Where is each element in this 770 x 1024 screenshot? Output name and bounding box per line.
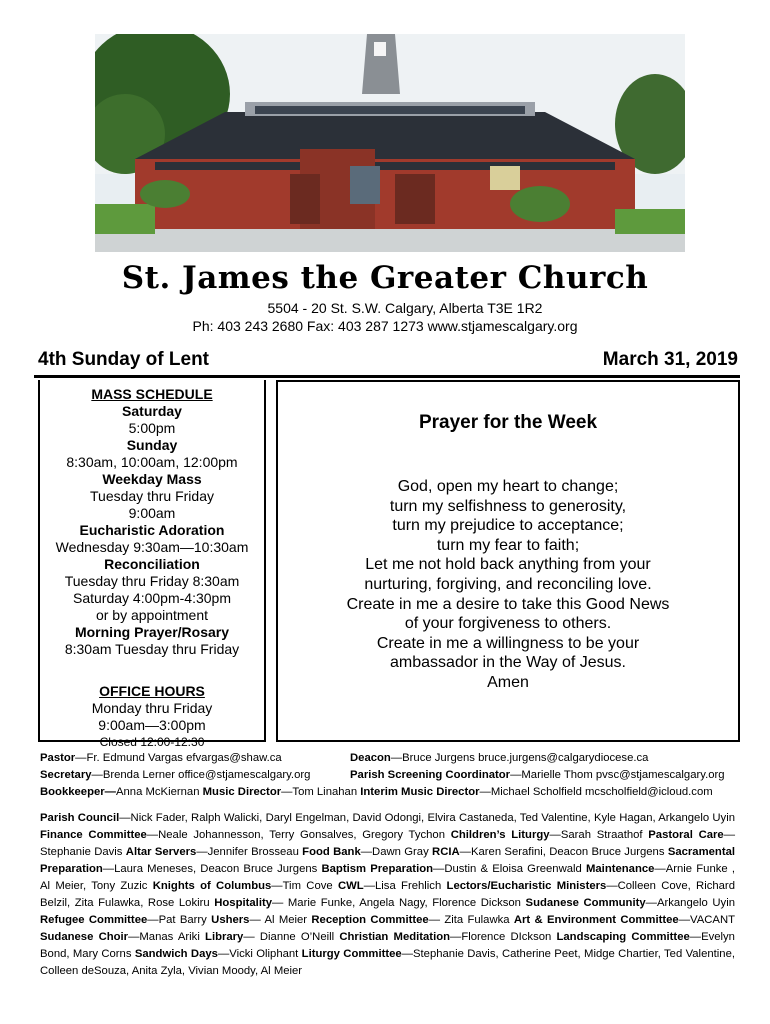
mass-schedule-panel [38,380,266,749]
ministry-members: —Nick Fader, Ralph Walicki, Daryl Engelman, David Odongi, Elvira Castaneda, Ted Valentine, Kyle Hagan, Arkangelo Uyin [119,812,735,824]
prayer-text [278,477,738,693]
ministry-label: Reception Committee [311,914,429,926]
prayer-line: nurturing, forgiving, and reconciling love. [364,575,652,593]
ministry-label: Food Bank [302,846,361,858]
ministry-label: Hospitality [214,897,272,909]
schedule-line: Saturday [122,403,182,419]
ministry-members: —Sarah Straathof [549,829,649,841]
schedule-line: 5:00pm [128,420,176,436]
schedule-line: Morning Prayer/Rosary [74,624,230,640]
ministry-members: —Stephanie Davis [40,829,735,858]
liturgical-occasion: 4th Sunday of Lent [38,349,209,370]
schedule-line: or by appointment [95,607,209,623]
ministry-label: Pastoral Care [648,829,724,841]
ministry-members: —Stephanie Davis, Catherine Peet, Midge Chartier, Ted Valentine, Colleen deSouza, Anita Zyla, Vivian Moody, Al Meier [40,948,735,977]
ministry-members: —Dustin & Eloisa Greenwald [433,863,586,875]
bookkeeper-value: Anna McKiernan [115,786,203,798]
schedule-line: 8:30am, 10:00am, 12:00pm [66,454,238,470]
ministry-label: Baptism Preparation [321,863,434,875]
ministry-label: Sudanese Community [525,897,646,909]
ministry-members: —Dawn Gray [360,846,433,858]
ministry-members: — Zita Fulawka [428,914,514,926]
deacon-label: Deacon [350,752,391,764]
schedule-line: Saturday 4:00pm-4:30pm [73,590,231,606]
pastor-label: Pastor [40,752,76,764]
prayer-line: turn my selfishness to generosity, [389,497,627,515]
schedule-line: 8:30am Tuesday thru Friday [64,641,240,657]
prayer-line: Amen [487,673,529,691]
prayer-line: Create in me a willingness to be your [376,634,640,652]
music-director-value: —Tom Linahan [281,786,361,798]
ministry-label: Sudanese Choir [40,931,129,943]
secretary-value: —Brenda Lerner office@stjamescalgary.org [91,769,311,781]
schedule-line: MASS SCHEDULE [91,386,213,402]
ministry-members: —Manas Ariki [128,931,206,943]
interim-music-value: —Michael Scholfield mcscholfield@icloud.com [479,786,713,798]
ministry-members: —Pat Barry [147,914,212,926]
prayer-line: of your forgiveness to others. [404,615,612,633]
prayer-line: turn my fear to faith; [436,536,580,554]
ministry-label: Sacramental Preparation [40,846,736,875]
screening-value: —Marielle Thom pvsc@stjamescalgary.org [510,769,725,781]
prayer-line: Let me not hold back anything from your [365,556,651,574]
prayer-line: ambassador in the Way of Jesus. [390,654,626,672]
ministry-label: Children’s Liturgy [450,829,550,841]
ministry-members: —Neale Johannesson, Terry Gonsalves, Gregory Tychon [146,829,451,841]
ministry-members: —Evelyn Bond, Mary Corns [40,931,735,960]
staff-directory [40,750,750,801]
schedule-line: Wednesday 9:30am—10:30am [55,539,249,555]
ministry-members: —Florence DIckson [450,931,557,943]
schedule-line: Reconciliation [104,556,200,572]
secretary-label: Secretary [40,769,92,781]
ministry-members: —Vicki Oliphant [217,948,302,960]
ministry-members: —Karen Serafini, Deacon Bruce Jurgens [459,846,668,858]
interim-music-label: Interim Music Director [360,786,480,798]
ministry-label: CWL [337,880,364,892]
screening-label: Parish Screening Coordinator [350,769,511,781]
office-hours-title: OFFICE HOURS [99,683,205,699]
ministry-label: Parish Council [40,812,120,824]
ministry-label: Christian Meditation [339,931,451,943]
ministry-label: Ushers [211,914,250,926]
mass-schedule-list [40,386,264,658]
ministry-label: Knights of Columbus [152,880,272,892]
bulletin-date: March 31, 2019 [602,349,738,370]
ministry-members: —Arnie Funke , Al Meier, Tony Zuzic [40,863,735,892]
ministry-label: Maintenance [585,863,655,875]
ministry-label: Lectors/Eucharistic Ministers [446,880,607,892]
prayer-line: Create in me a desire to take this Good News [346,595,670,613]
prayer-panel [276,380,740,742]
prayer-line: God, open my heart to change; [397,478,619,495]
ministry-label: RCIA [432,846,460,858]
ministry-label: Altar Servers [125,846,197,858]
ministry-members: — Al Meier [249,914,312,926]
schedule-line: Eucharistic Adoration [79,522,225,538]
pastor-value: —Fr. Edmund Vargas efvargas@shaw.ca [75,752,282,764]
ministry-label: Library [205,931,244,943]
schedule-line: Tuesday thru Friday [90,488,214,504]
ministry-label: Liturgy Committee [301,948,402,960]
ministry-members: — Dianne O’Neill [243,931,340,943]
music-director-label: Music Director [202,786,282,798]
ministry-members: —VACANT [678,914,735,926]
ministries-list [40,810,735,980]
ministry-members: —Colleen Cove, Richard Belzil, Zita Fulawka, Rose Lokiru [40,880,735,909]
office-hours-time: 9:00am—3:00pm [98,717,206,733]
ministry-members: —Laura Meneses, Deacon Bruce Jurgens [102,863,322,875]
church-address: 5504 - 20 St. S.W. Calgary, Alberta T3E 1R2 [267,300,543,316]
deacon-value: —Bruce Jurgens bruce.jurgens@calgarydiocese.ca [390,752,649,764]
ministry-label: Art & Environment Committee [513,914,679,926]
ministry-members: —Tim Cove [271,880,338,892]
ministry-label: Landscaping Committee [556,931,690,943]
schedule-line: Tuesday thru Friday 8:30am [64,573,240,589]
church-photo [95,34,685,252]
prayer-line: turn my prejudice to acceptance; [392,517,624,535]
schedule-line: Weekday Mass [102,471,202,487]
ministry-members: —Lisa Frehlich [363,880,447,892]
ministry-label: Refugee Committee [40,914,148,926]
ministry-members: — Marie Funke, Angela Nagy, Florence Dickson [272,897,526,909]
church-name: St. James the Greater Church [121,260,649,296]
schedule-line: 9:00am [128,505,176,521]
office-hours-days: Monday thru Friday [91,700,213,716]
bookkeeper-label: Bookkeeper— [40,786,116,798]
ministry-label: Finance Committee [40,829,147,841]
ministry-label: Sandwich Days [134,948,218,960]
ministry-members: —Jennifer Brosseau [196,846,303,858]
schedule-line: Sunday [126,437,178,453]
prayer-title: Prayer for the Week [418,412,598,433]
ministry-members: —Arkangelo Uyin [645,897,735,909]
church-contact: Ph: 403 243 2680 Fax: 403 287 1273 www.stjamescalgary.org [192,318,578,334]
header-divider [34,375,740,378]
office-hours-closed: Closed 12:00-12:30 [99,735,205,749]
